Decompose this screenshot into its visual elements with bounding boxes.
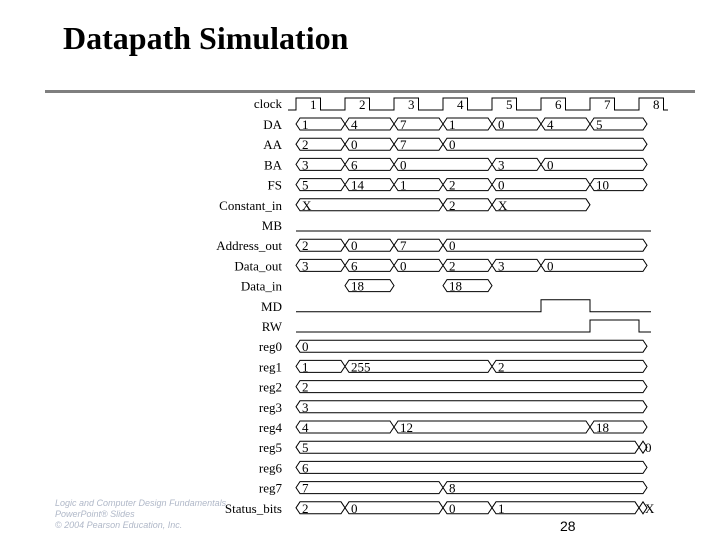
signal-row-reg4 (259, 420, 647, 435)
page-number: 28 (560, 518, 576, 534)
page-title: Datapath Simulation (63, 20, 349, 56)
signal-row-rw (262, 319, 651, 334)
bus-value: 0 (400, 157, 407, 173)
footer-line-slides: PowerPoint® Slides (55, 509, 135, 519)
bus-value: 0 (449, 137, 456, 153)
bus-value: 3 (498, 258, 505, 274)
bus-value: 0 (351, 238, 358, 254)
bus-value: X (302, 197, 312, 213)
clock-cycle-number: 4 (457, 97, 464, 112)
signal-label: AA (263, 137, 282, 153)
signal-row-reg2 (259, 380, 647, 395)
bus-segment (394, 421, 590, 433)
bus-value: X (498, 197, 508, 213)
signal-label: Status_bits (224, 500, 282, 516)
clock-cycle-number: 6 (555, 97, 562, 112)
signal-row-da (263, 117, 647, 132)
bus-segment (443, 482, 647, 494)
bus-value: 0 (302, 339, 309, 355)
bus-value: 6 (302, 460, 309, 476)
signal-label: Address_out (216, 238, 282, 254)
bit-waveform (296, 300, 651, 312)
signal-label: MB (261, 218, 282, 233)
signal-label: Data_out (234, 258, 282, 274)
publisher-footer (55, 498, 226, 531)
bus-value: 18 (351, 278, 364, 294)
bus-value: 4 (302, 420, 309, 435)
bus-value: 1 (400, 177, 407, 193)
bus-segment (492, 359, 647, 375)
bus-segment (296, 460, 647, 476)
bus-segment (443, 137, 647, 153)
bus-value: 0 (498, 117, 505, 132)
bus-value: 18 (449, 278, 462, 294)
bus-value: 2 (302, 137, 309, 153)
signal-row-mb (262, 218, 651, 233)
bus-value: 1 (302, 117, 309, 132)
bus-segment (296, 339, 647, 355)
clock-cycle-number: 2 (359, 97, 366, 112)
signal-label: reg5 (258, 440, 282, 456)
bus-segment (296, 199, 443, 211)
signal-row-data-out (234, 258, 647, 273)
bus-segment (492, 502, 639, 514)
signal-row-reg5 (259, 440, 652, 455)
bit-waveform (296, 320, 651, 332)
bus-value: 4 (547, 117, 554, 132)
bus-value: 6 (351, 157, 358, 173)
bus-value: 0 (547, 258, 554, 274)
bus-segment (394, 157, 492, 173)
signal-row-data-in (241, 279, 492, 294)
footer-line-copyright: © 2004 Pearson Education, Inc. (55, 520, 183, 530)
bus-value: 1 (449, 117, 456, 132)
bus-value: 255 (351, 359, 371, 375)
clock-cycle-number: 3 (408, 97, 415, 112)
bus-segment (345, 502, 443, 514)
bus-value: 0 (449, 238, 456, 254)
signal-row-constant-in (219, 198, 590, 213)
signal-row-aa (263, 137, 647, 152)
bus-value: 5 (302, 177, 309, 193)
bus-value: 7 (400, 238, 407, 254)
signal-label-clock: clock (253, 96, 282, 111)
bus-value: 14 (351, 177, 364, 193)
signal-row-reg1 (259, 359, 647, 374)
bus-value: 3 (302, 399, 309, 415)
footer-line-book: Logic and Computer Design Fundamentals (55, 498, 227, 508)
bus-segment (541, 157, 647, 173)
bus-segment (443, 238, 647, 254)
clock-cycle-number: 5 (506, 97, 513, 112)
signal-label: reg6 (258, 460, 282, 476)
clock-cycle-number: 1 (310, 97, 317, 112)
signal-row-address-out (216, 238, 647, 253)
bus-value: 5 (596, 117, 603, 132)
bus-value: 7 (302, 480, 309, 496)
signal-row-reg6 (259, 460, 647, 475)
bus-value: 2 (449, 258, 456, 274)
signal-label: reg7 (258, 480, 282, 496)
signal-label: reg4 (258, 420, 282, 435)
bus-value: 1 (498, 500, 505, 516)
bus-segment (492, 179, 590, 191)
bus-value: 2 (302, 379, 309, 395)
signal-row-reg0 (259, 339, 647, 354)
bus-value: 7 (400, 137, 407, 153)
bus-value: 0 (351, 500, 358, 516)
bus-value: 3 (498, 157, 505, 173)
bus-value: 18 (596, 420, 609, 435)
signal-rows (216, 117, 655, 516)
signal-row-md (261, 299, 651, 314)
clock-cycle-number: 7 (604, 97, 611, 112)
signal-row-reg3 (259, 400, 647, 415)
signal-label: DA (263, 117, 282, 132)
bus-value: 0 (400, 258, 407, 274)
signal-label: BA (263, 157, 282, 173)
signal-label: MD (261, 298, 282, 314)
signal-row-status-bits (225, 501, 655, 516)
bus-segment (296, 482, 443, 494)
bus-value: 0 (449, 500, 456, 516)
bus-value: 6 (351, 258, 358, 274)
bus-segment (296, 401, 647, 413)
bus-value: X (645, 500, 655, 516)
signal-label: reg0 (258, 339, 282, 355)
signal-row-ba (264, 157, 647, 172)
signal-label: Constant_in (219, 197, 282, 213)
bus-value: 4 (351, 117, 358, 132)
bus-value: 0 (498, 177, 505, 193)
clock-row (254, 96, 668, 112)
bus-value: 2 (302, 500, 309, 516)
signal-row-fs (268, 178, 647, 193)
signal-label: reg2 (258, 379, 282, 395)
clock-cycle-number: 8 (653, 97, 660, 112)
bus-value: 2 (302, 238, 309, 254)
bus-value: 3 (302, 157, 309, 173)
bus-segment (541, 258, 647, 274)
bus-value: 2 (449, 197, 456, 213)
bus-value: 0 (547, 157, 554, 173)
bus-segment (296, 440, 639, 456)
bus-value: 3 (302, 258, 309, 274)
bus-value: 8 (449, 480, 456, 496)
bus-value: 0 (645, 440, 652, 456)
signal-label: Data_in (240, 278, 282, 294)
signal-label: RW (261, 319, 282, 334)
bus-value: 1 (302, 359, 309, 375)
signal-label: FS (267, 177, 282, 193)
bus-value: 2 (449, 177, 456, 193)
signal-label: reg3 (258, 399, 282, 415)
clock-waveform (288, 98, 668, 110)
bus-segment (296, 381, 647, 393)
bus-value: 5 (302, 440, 309, 456)
bus-value: 12 (400, 420, 413, 435)
bus-value: 2 (498, 359, 505, 375)
signal-label: reg1 (258, 359, 282, 375)
bus-value: 0 (351, 137, 358, 153)
bus-segment (296, 421, 394, 433)
bus-value: 7 (400, 117, 407, 132)
bus-value: 10 (596, 177, 609, 193)
signal-row-reg7 (259, 481, 647, 496)
